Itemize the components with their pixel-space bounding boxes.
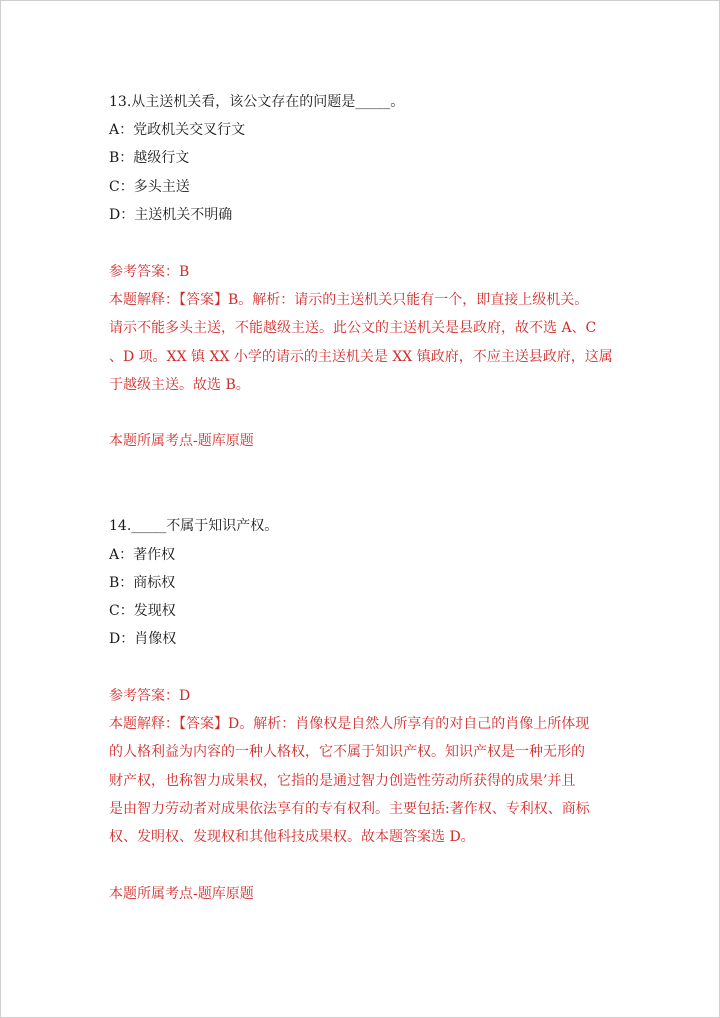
q14-option-a: A：著作权 [109,547,176,563]
q13-option-c: C：多头主送 [109,179,190,195]
q13-option-b: B：越级行文 [109,150,190,166]
q13-explanation-line: 请示不能多头主送，不能越级主送。此公文的主送机关是县政府，故不选 A、C [109,320,597,336]
q14-explanation-line: 是由智力劳动者对成果依法享有的专有权利。主要包括:著作权、专利权、商标 [109,801,590,817]
q13-stem: 13.从主送机关看，该公文存在的问题是_____。 [109,94,405,110]
q14-explanation-line: 财产权，也称智力成果权，它指的是通过智力创造性劳动所获得的成果’并且 [109,773,576,789]
q14-option-c: C：发现权 [109,603,176,619]
q14-explanation-line: 权、发明权、发现权和其他科技成果权。故本题答案选 D。 [109,829,475,845]
q14-stem: 14._____不属于知识产权。 [109,518,279,534]
q13-answer: 参考答案：B [109,264,190,280]
q14-option-b: B：商标权 [109,575,176,591]
q13-option-d: D：主送机关不明确 [109,207,233,223]
q14-explanation-line: 的人格利益为内容的一种人格权，它不属于知识产权。知识产权是一种无形的 [109,744,585,760]
q13-topic: 本题所属考点-题库原题 [109,433,254,449]
q13-explanation-line: 、D 项。XX 镇 XX 小学的请示的主送机关是 XX 镇政府，不应主送县政府，这属 [109,349,613,365]
q14-option-d: D：肖像权 [109,631,177,647]
q13-explanation-line: 本题解释：【答案】B。解析：请示的主送机关只能有一个，即直接上级机关。 [109,292,589,308]
q14-answer: 参考答案：D [109,688,191,704]
q14-explanation-line: 本题解释：【答案】D。解析：肖像权是自然人所享有的对自己的肖像上所体现 [109,716,590,732]
q14-topic: 本题所属考点-题库原题 [109,886,254,902]
q13-option-a: A：党政机关交叉行文 [109,122,246,138]
q13-explanation-line: 于越级主送。故选 B。 [109,377,250,393]
